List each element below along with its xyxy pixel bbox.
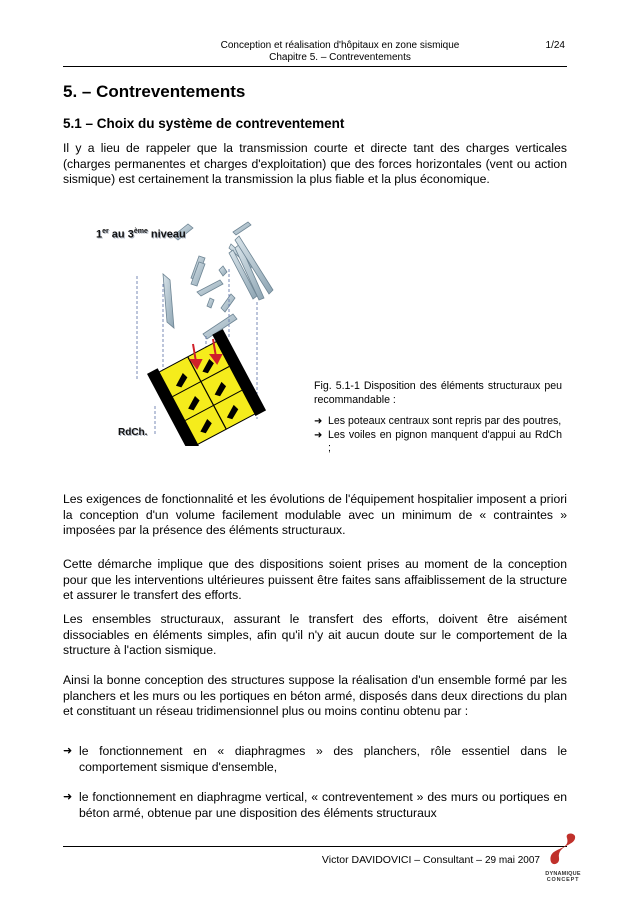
arrow-icon: ➜: [63, 745, 73, 757]
figure-label-ground: RdCh.: [118, 427, 148, 438]
bullet-item-1: [63, 744, 567, 775]
bullet-text-2: le fonctionnement en diaphragme vertical, « contreventement » des murs ou portiques en béton armé, obtenue par une disposition des éléments structuraux: [79, 790, 567, 820]
figure-label-sup2: ème: [133, 228, 148, 235]
subsection-title: 5.1 – Choix du système de contreventement: [63, 116, 345, 131]
bullet-text-1: le fonctionnement en « diaphragmes » des planchers, rôle essentiel dans le comportement sismique d'ensemble,: [79, 744, 567, 774]
logo-mark-icon: [545, 832, 581, 866]
footer-rule: [63, 846, 567, 847]
caption-bullet-1: [314, 415, 562, 429]
figure-label-prefix: 1: [96, 228, 103, 241]
caption-bullet-2: [314, 429, 562, 456]
page-number: 1/24: [545, 40, 565, 51]
paragraph-4: Ainsi la bonne conception des structures suppose la réalisation d'un ensemble formé par les planchers et les murs ou les portiques en béton armé, disposés dans deux directions du plan et constituant un réseau tridimensionnel plus ou moins continu obtenu par :: [63, 673, 567, 718]
caption-bullet-text-1: Les poteaux centraux sont repris par des poutres,: [328, 415, 562, 427]
footer-author-text: Victor DAVIDOVICI – Consultant –: [321, 854, 483, 866]
caption-bullet-text-2: Les voiles en pignon manquent d'appui au RdCh ;: [328, 428, 562, 454]
logo-line2: CONCEPT: [546, 877, 580, 883]
footer-author: [300, 854, 540, 866]
structure-figure: [63, 214, 313, 446]
figure-label-suffix: niveau: [147, 228, 186, 241]
arrow-icon: ➜: [63, 791, 73, 803]
figure-label-upper: [96, 228, 186, 241]
structure-diagram: [63, 214, 313, 446]
figure-label-sup1: er: [102, 228, 109, 235]
arrow-icon: ➜: [314, 429, 323, 441]
section-title: 5. – Contreventements: [63, 82, 246, 101]
footer-date: 29 mai 2007: [484, 855, 540, 866]
header-title-line2: Chapitre 5. – Contreventements: [269, 52, 411, 63]
intro-paragraph: Il y a lieu de rappeler que la transmission courte et directe tant des charges verticales (charges permanentes et charges d'exploitation) que des forces horizontales (vent ou action sismique) est certainement la transmission la plus fiable et la plus économique.: [63, 141, 567, 186]
header-rule: [63, 66, 567, 67]
logo-line1: DYNAMIQUE: [545, 871, 581, 877]
header-title-line1: Conception et réalisation d'hôpitaux en zone sismique: [220, 40, 460, 51]
bullet-item-2: [63, 790, 567, 821]
paragraph-1: Les exigences de fonctionnalité et les évolutions de l'équipement hospitalier imposent a priori la conception d'un volume facilement modulable avec un minimum de « contraintes » imposées par la présence des éléments structuraux.: [63, 492, 567, 537]
ground-floor-block: [145, 329, 268, 446]
paragraph-3: Les ensembles structuraux, assurant le transfert des efforts, doivent être aisément dissociables en éléments simples, afin qu'il n'y ait aucun doute sur le comportement de la structure à l'action sismique.: [63, 612, 567, 657]
arrow-icon: ➜: [314, 416, 323, 427]
caption-title: Fig. 5.1-1 Disposition des éléments structuraux peu recommandable :: [314, 380, 562, 406]
dynamique-concept-logo: [545, 832, 581, 886]
figure-label-mid: au 3: [108, 228, 134, 241]
paragraph-2: Cette démarche implique que des dispositions soient prises au moment de la conception pour que les interventions ultérieures puissent être faites sans affaiblissement de la structure et assurer le transfert des efforts.: [63, 557, 567, 602]
figure-caption: [314, 380, 562, 456]
